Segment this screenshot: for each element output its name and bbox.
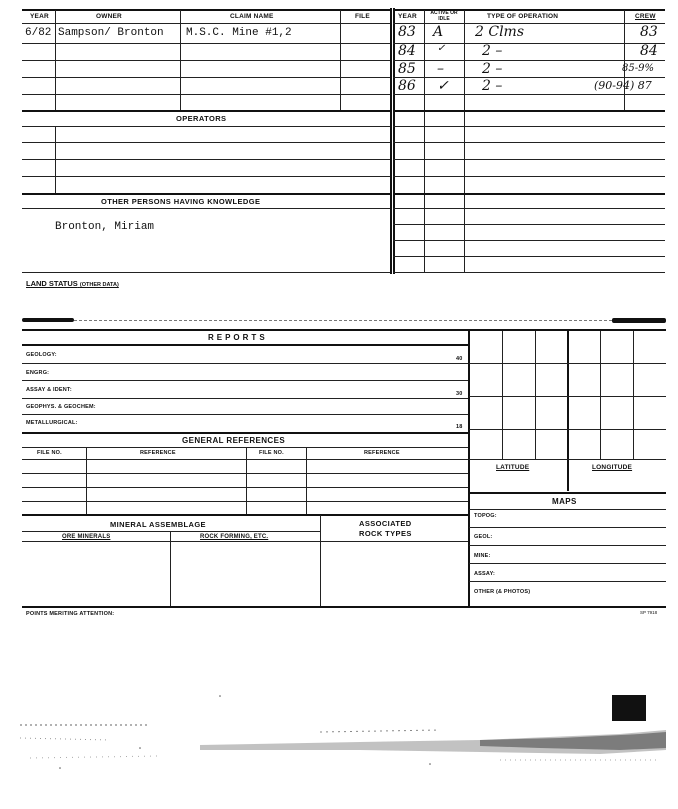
year-header: YEAR [30,13,49,20]
ref-file-no-1: FILE NO. [37,450,62,456]
op-type-84: 2 – [482,43,503,59]
scan-smudge-left [22,318,74,322]
mineral-assemblage-title: MINERAL ASSEMBLAGE [110,520,206,529]
rock-forming-label: ROCK FORMING, ETC. [200,534,269,540]
metallurgical-num: 18 [456,424,463,430]
op-type-85: 2 – [482,61,503,77]
land-status-label [26,279,119,288]
type-operation-header: TYPE OF OPERATION [487,13,559,20]
longitude-label: LONGITUDE [592,464,633,471]
op-crew-84: 84 [640,43,658,59]
operators-title: OPERATORS [176,114,227,123]
engrg-label: ENGRG: [26,370,50,376]
form-number: SP 7918 [640,610,658,615]
geology-num: 40 [456,356,463,362]
owner-header: OWNER [96,13,122,20]
op-year-84: 84 [398,43,416,59]
reports-title: R E P O R T S [208,333,266,342]
crew-header: CREW [635,13,656,20]
op-active-85: – [437,61,444,77]
op-year-85: 85 [398,61,416,77]
owner-entry: 6/82 Sampson/ Bronton [25,27,164,39]
noise-block [612,695,646,721]
other-persons-title: OTHER PERSONS HAVING KNOWLEDGE [101,197,261,206]
op-type-86: 2 – [482,78,503,94]
associated-line2: ROCK TYPES [359,529,412,538]
op-type-83: 2 Clms [475,24,525,40]
land-status-title: LAND STATUS [26,279,78,288]
other-person-name: Bronton, Miriam [55,221,155,233]
op-active-84: ✓ [437,43,446,54]
geophys-label: GEOPHYS. & GEOCHEM: [26,404,96,410]
ref-reference-1: REFERENCE [140,450,176,456]
assay-ident-label: ASSAY & IDENT: [26,387,72,393]
maps-assay: ASSAY: [474,571,496,577]
op-year-83: 83 [398,24,416,40]
points-meriting-attention-label: POINTS MERITING ATTENTION: [26,611,115,617]
op-year-86: 86 [398,78,416,94]
scan-noise-band [0,690,678,780]
geology-label: GEOLOGY: [26,352,57,358]
op-crew-83: 83 [640,24,658,40]
maps-geol: GEOL: [474,534,493,540]
ref-reference-2: REFERENCE [364,450,400,456]
claim-name-header: CLAIM NAME [230,13,274,20]
maps-other: OTHER (& PHOTOS) [474,589,531,595]
associated-line1: ASSOCIATED [359,519,412,528]
metallurgical-label: METALLURGICAL: [26,420,78,426]
ref-file-no-2: FILE NO. [259,450,284,456]
op-active-83: A [433,24,444,40]
maps-mine: MINE: [474,553,491,559]
op-active-86: ✓ [437,78,449,94]
claim-name-entry: M.S.C. Mine #1,2 [186,27,292,39]
op-crew-86: (90-94) 87 [594,79,652,92]
maps-topog: TOPOG: [474,513,497,519]
op-year-header: YEAR [398,13,417,20]
scan-smudge-right [612,318,666,323]
assay-ident-num: 30 [456,391,463,397]
maps-title: MAPS [552,497,577,506]
op-crew-85: 85-9% [622,63,654,74]
land-status-suffix: (OTHER DATA) [79,282,119,288]
latitude-label: LATITUDE [496,464,530,471]
ore-minerals-label: ORE MINERALS [62,534,111,540]
file-header: FILE [355,13,370,20]
active-idle-header: ACTIVE OR IDLE [430,10,458,22]
general-references-title: GENERAL REFERENCES [182,436,286,445]
